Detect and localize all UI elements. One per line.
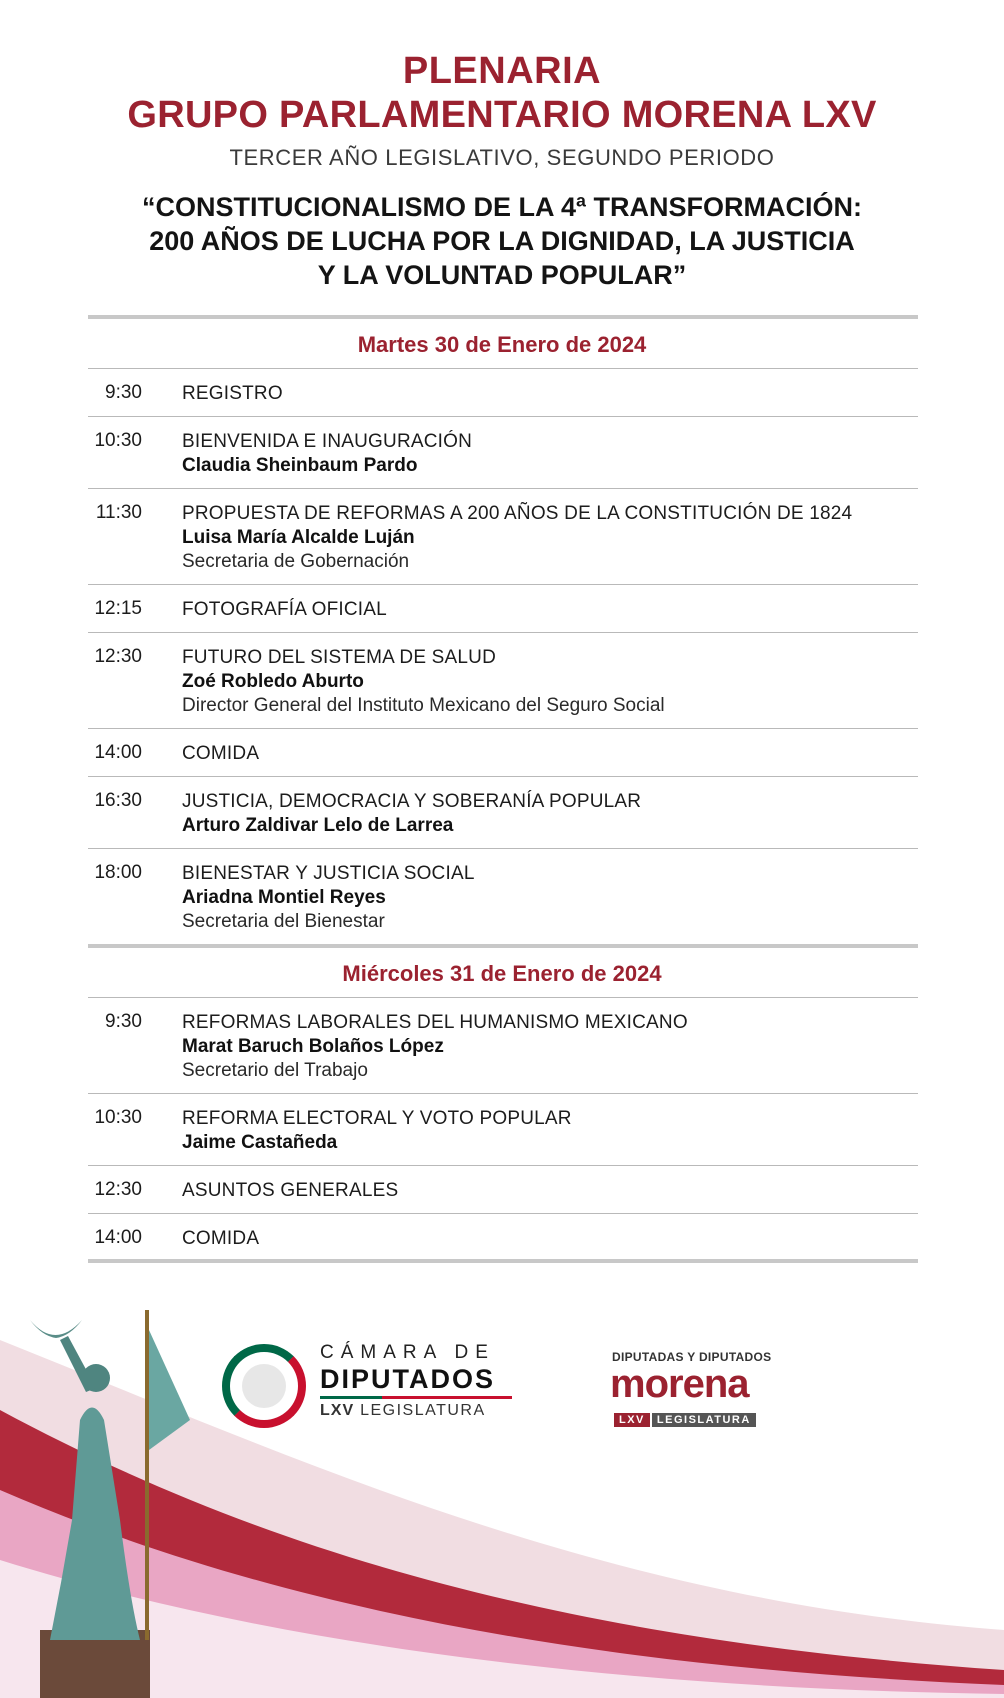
eagle-seal-icon: [242, 1364, 286, 1408]
agenda-title: BIENESTAR Y JUSTICIA SOCIAL: [182, 863, 475, 884]
row-separator: [88, 368, 918, 369]
agenda-speaker: Luisa María Alcalde Luján: [182, 527, 415, 548]
morena-wordmark: morena: [610, 1362, 749, 1406]
agenda-title: BIENVENIDA E INAUGURACIÓN: [182, 431, 473, 452]
morena-logo: [612, 1350, 792, 1430]
morena-top-text: DIPUTADAS Y DIPUTADOS: [612, 1350, 772, 1364]
red-bar: [382, 1396, 512, 1399]
camara-line3: LXV LEGISLATURA: [320, 1402, 486, 1419]
agenda-speaker: Marat Baruch Bolaños López: [182, 1036, 444, 1057]
theme-quote: [60, 190, 944, 292]
agenda-time: 10:30: [94, 1107, 142, 1128]
agenda-content: [182, 502, 922, 574]
statue-wreath: [30, 1320, 82, 1338]
agenda-role: Secretaria de Gobernación: [182, 551, 410, 572]
camara-line2: DIPUTADOS: [320, 1364, 496, 1394]
agenda-title: ASUNTOS GENERALES: [182, 1180, 399, 1201]
agenda-time: 12:15: [94, 598, 142, 619]
agenda-content: [182, 862, 922, 934]
agenda-content: [182, 1179, 922, 1203]
row-separator: [88, 488, 918, 489]
camara-diputados-logo: [222, 1340, 512, 1430]
agenda-title: FUTURO DEL SISTEMA DE SALUD: [182, 647, 497, 668]
agenda-content: [182, 1107, 922, 1155]
agenda-time: 11:30: [95, 502, 142, 523]
agenda-end-rule: [88, 1259, 918, 1263]
agenda-title: FOTOGRAFÍA OFICIAL: [182, 599, 387, 620]
agenda-role: Secretaria del Bienestar: [182, 911, 385, 932]
agenda-time: 16:30: [94, 790, 142, 811]
row-separator: [88, 776, 918, 777]
day-separator-thick: [88, 944, 918, 948]
agenda-content: [182, 598, 922, 622]
agenda-speaker: Arturo Zaldivar Lelo de Larrea: [182, 815, 454, 836]
agenda-time: 12:30: [94, 646, 142, 667]
agenda-title: REFORMAS LABORALES DEL HUMANISMO MEXICANO: [182, 1012, 688, 1033]
agenda-content: [182, 1011, 922, 1083]
subtitle-periodo: TERCER AÑO LEGISLATIVO, SEGUNDO PERIODO: [229, 145, 775, 170]
agenda-title: COMIDA: [182, 743, 260, 764]
theme-line: 200 AÑOS DE LUCHA POR LA DIGNIDAD, LA JUSTICIA: [149, 226, 855, 256]
agenda-time: 9:30: [105, 382, 142, 403]
row-separator: [88, 632, 918, 633]
agenda-speaker: Claudia Sheinbaum Pardo: [182, 455, 418, 476]
agenda-content: [182, 430, 922, 478]
agenda-speaker: Ariadna Montiel Reyes: [182, 887, 386, 908]
row-separator: [88, 1093, 918, 1094]
statue-spear: [145, 1310, 149, 1640]
green-bar: [320, 1396, 382, 1399]
agenda-title: JUSTICIA, DEMOCRACIA Y SOBERANÍA POPULAR: [182, 791, 642, 812]
row-separator: [88, 728, 918, 729]
agenda-content: [182, 646, 922, 718]
row-separator: [88, 1213, 918, 1214]
agenda-time: 10:30: [94, 430, 142, 451]
agenda-time: 9:30: [105, 1011, 142, 1032]
agenda-time: 14:00: [94, 742, 142, 763]
theme-line: “CONSTITUCIONALISMO DE LA 4ª TRANSFORMACIÓN:: [142, 192, 862, 222]
agenda-speaker: Jaime Castañeda: [182, 1132, 338, 1153]
agenda-content: [182, 382, 922, 406]
agenda-time: 18:00: [94, 862, 142, 883]
morena-legislatura: LXV LEGISLATURA: [614, 1410, 756, 1426]
title-grupo-parlamentario: GRUPO PARLAMENTARIO MORENA LXV: [127, 94, 877, 136]
theme-line: Y LA VOLUNTAD POPULAR”: [317, 260, 687, 290]
agenda-time: 12:30: [94, 1179, 142, 1200]
agenda-content: [182, 742, 922, 766]
title-plenaria: PLENARIA: [402, 50, 602, 92]
agenda-speaker: Zoé Robledo Aburto: [182, 671, 364, 692]
agenda-title: PROPUESTA DE REFORMAS A 200 AÑOS DE LA CONSTITUCIÓN DE 1824: [182, 503, 853, 524]
day-heading: Martes 30 de Enero de 2024: [357, 332, 647, 357]
camara-line1: CÁMARA DE: [320, 1342, 495, 1363]
row-separator: [88, 1165, 918, 1166]
agenda-role: Director General del Instituto Mexicano del Seguro Social: [182, 695, 665, 716]
day-heading: Miércoles 31 de Enero de 2024: [342, 961, 662, 986]
agenda-content: [182, 790, 922, 838]
agenda-title: REFORMA ELECTORAL Y VOTO POPULAR: [182, 1108, 572, 1129]
agenda-content: [182, 1227, 922, 1251]
day-separator-thick: [88, 315, 918, 319]
agenda-time: 14:00: [94, 1227, 142, 1248]
agenda-role: Secretario del Trabajo: [182, 1060, 368, 1081]
row-separator: [88, 584, 918, 585]
statue-pedestal: [40, 1630, 150, 1698]
row-separator: [88, 997, 918, 998]
agenda-title: COMIDA: [182, 1228, 260, 1249]
row-separator: [88, 848, 918, 849]
row-separator: [88, 416, 918, 417]
agenda-title: REGISTRO: [182, 383, 283, 404]
